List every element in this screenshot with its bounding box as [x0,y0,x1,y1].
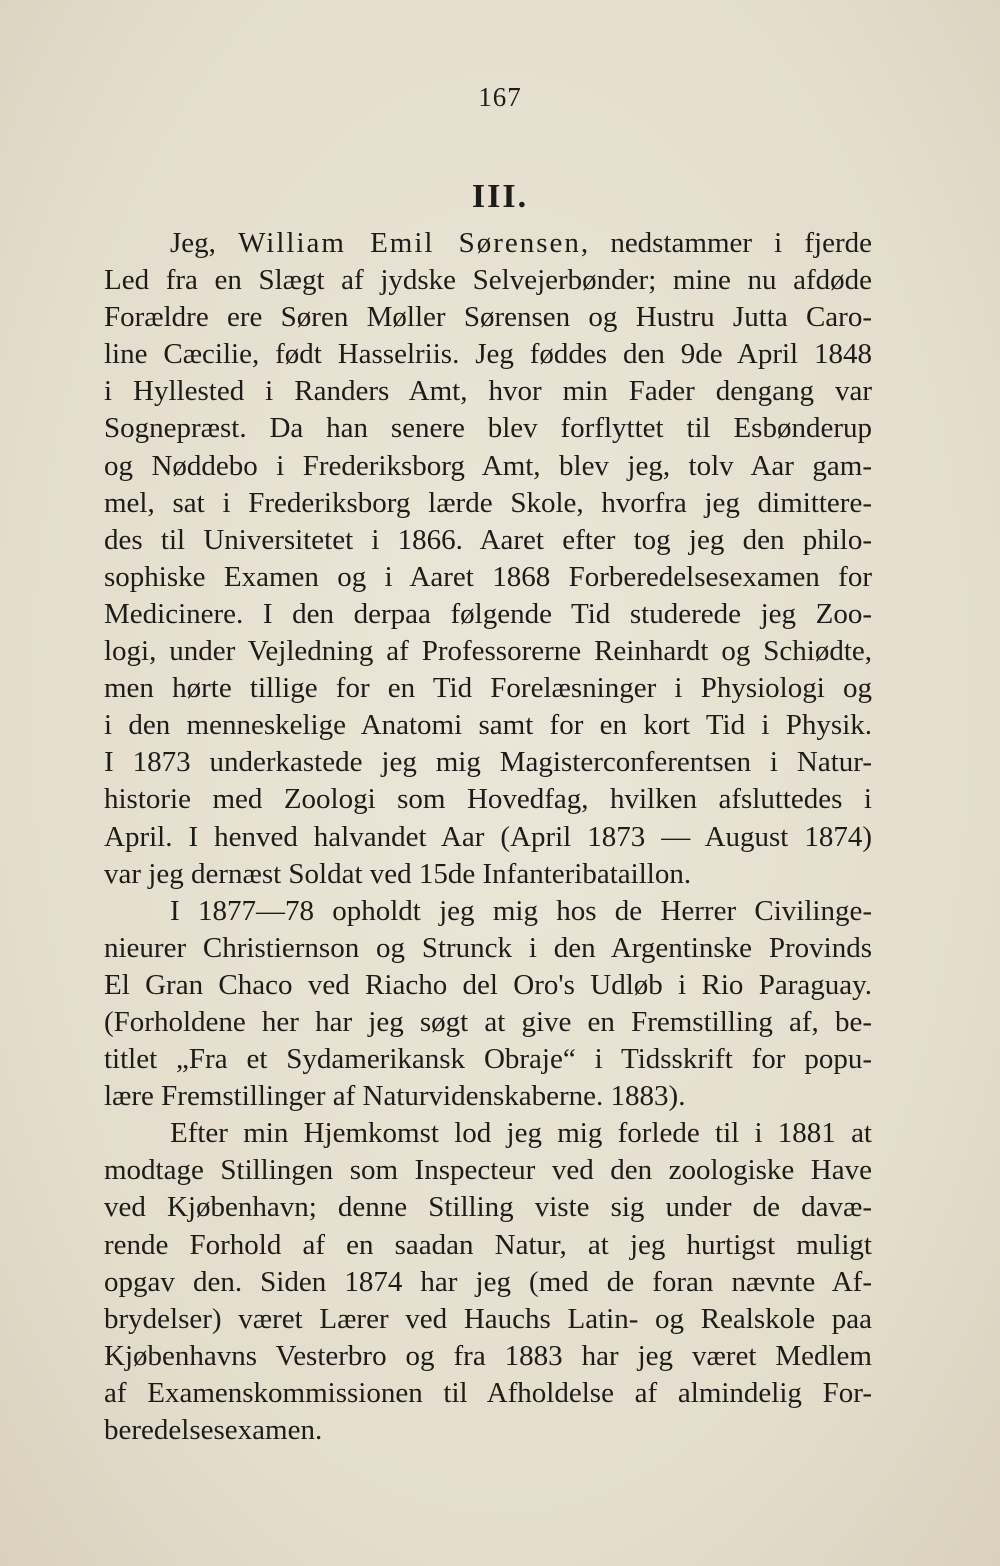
text-line: historie med Zoologi som Hovedfag, hvilken afsluttedes i [104,783,872,816]
text-line: i Hyllested i Randers Amt, hvor min Fader dengang var [104,375,872,408]
text-line: opgav den. Siden 1874 har jeg (med de foran nævnte Af- [104,1265,872,1298]
body-text [104,225,872,1449]
paragraph [104,1115,872,1449]
text-line: i den menneskelige Anatomi samt for en kort Tid i Physik. [104,709,872,742]
text-line: Led fra en Slægt af jydske Selvejerbønder; mine nu afdøde [104,264,872,297]
text-line: des til Universitetet i 1866. Aaret efter tog jeg den philo- [104,523,872,556]
text-line: Efter min Hjemkomst lod jeg mig forlede til i 1881 at [170,1117,872,1150]
paragraph [104,225,872,893]
text-line: brydelser) været Lærer ved Hauchs Latin- og Realskole paa [104,1302,872,1335]
text-line: logi, under Vejledning af Professorerne Reinhardt og Schiødte, [104,635,872,668]
page-number: 167 [478,82,522,112]
text-line: mel, sat i Frederiksborg lærde Skole, hvorfra jeg dimittere- [104,486,872,519]
text-line: (Forholdene her har jeg søgt at give en Fremstilling af, be- [104,1005,872,1038]
text-line: rende Forhold af en saadan Natur, at jeg hurtigst muligt [104,1228,872,1261]
text-line: titlet „Fra et Sydamerikansk Obraje“ i Tidsskrift for popu- [104,1043,872,1076]
paragraph [104,893,872,1116]
text-line: Kjøbenhavns Vesterbro og fra 1883 har jeg været Medlem [104,1339,872,1372]
section-heading: III. [471,178,529,215]
text-line: men hørte tillige for en Tid Forelæsninger i Physiologi og [104,672,872,705]
text-line: nieurer Christiernson og Strunck i den Argentinske Provinds [104,931,872,964]
text-line: modtage Stillingen som Inspecteur ved den zoologiske Have [104,1154,872,1187]
text-line: var jeg dernæst Soldat ved 15de Infanteribataillon. [104,857,692,890]
text-line: af Examenskommissionen til Afholdelse af almindelig For- [104,1376,872,1409]
text-line: I 1877—78 opholdt jeg mig hos de Herrer Civilinge- [170,894,872,927]
text-line: Forældre ere Søren Møller Sørensen og Hustru Jutta Caro- [104,301,872,334]
text-line: April. I henved halvandet Aar (April 1873 — August 1874) [104,820,872,853]
text-line: og Nøddebo i Frederiksborg Amt, blev jeg, tolv Aar gam- [104,449,872,482]
text-line: Jeg, William Emil Sørensen, nedstammer i fjerde [170,227,872,259]
text-line: sophiske Examen og i Aaret 1868 Forberedelsesexamen for [104,560,872,593]
author-name: William Emil Sørensen [238,227,581,259]
text-line: lære Fremstillinger af Naturvidenskaberne. 1883). [104,1080,686,1113]
text-line: line Cæcilie, født Hasselriis. Jeg føddes den 9de April 1848 [104,338,872,371]
text-line: ved Kjøbenhavn; denne Stilling viste sig under de davæ- [104,1191,872,1224]
text-line: I 1873 underkastede jeg mig Magisterconferentsen i Natur- [104,746,872,779]
text-line: Medicinere. I den derpaa følgende Tid studerede jeg Zoo- [104,597,872,630]
text-line: El Gran Chaco ved Riacho del Oro's Udløb i Rio Paraguay. [104,968,872,1001]
text-line: Sognepræst. Da han senere blev forflyttet til Esbønderup [104,412,872,445]
text-line: beredelsesexamen. [104,1414,323,1446]
